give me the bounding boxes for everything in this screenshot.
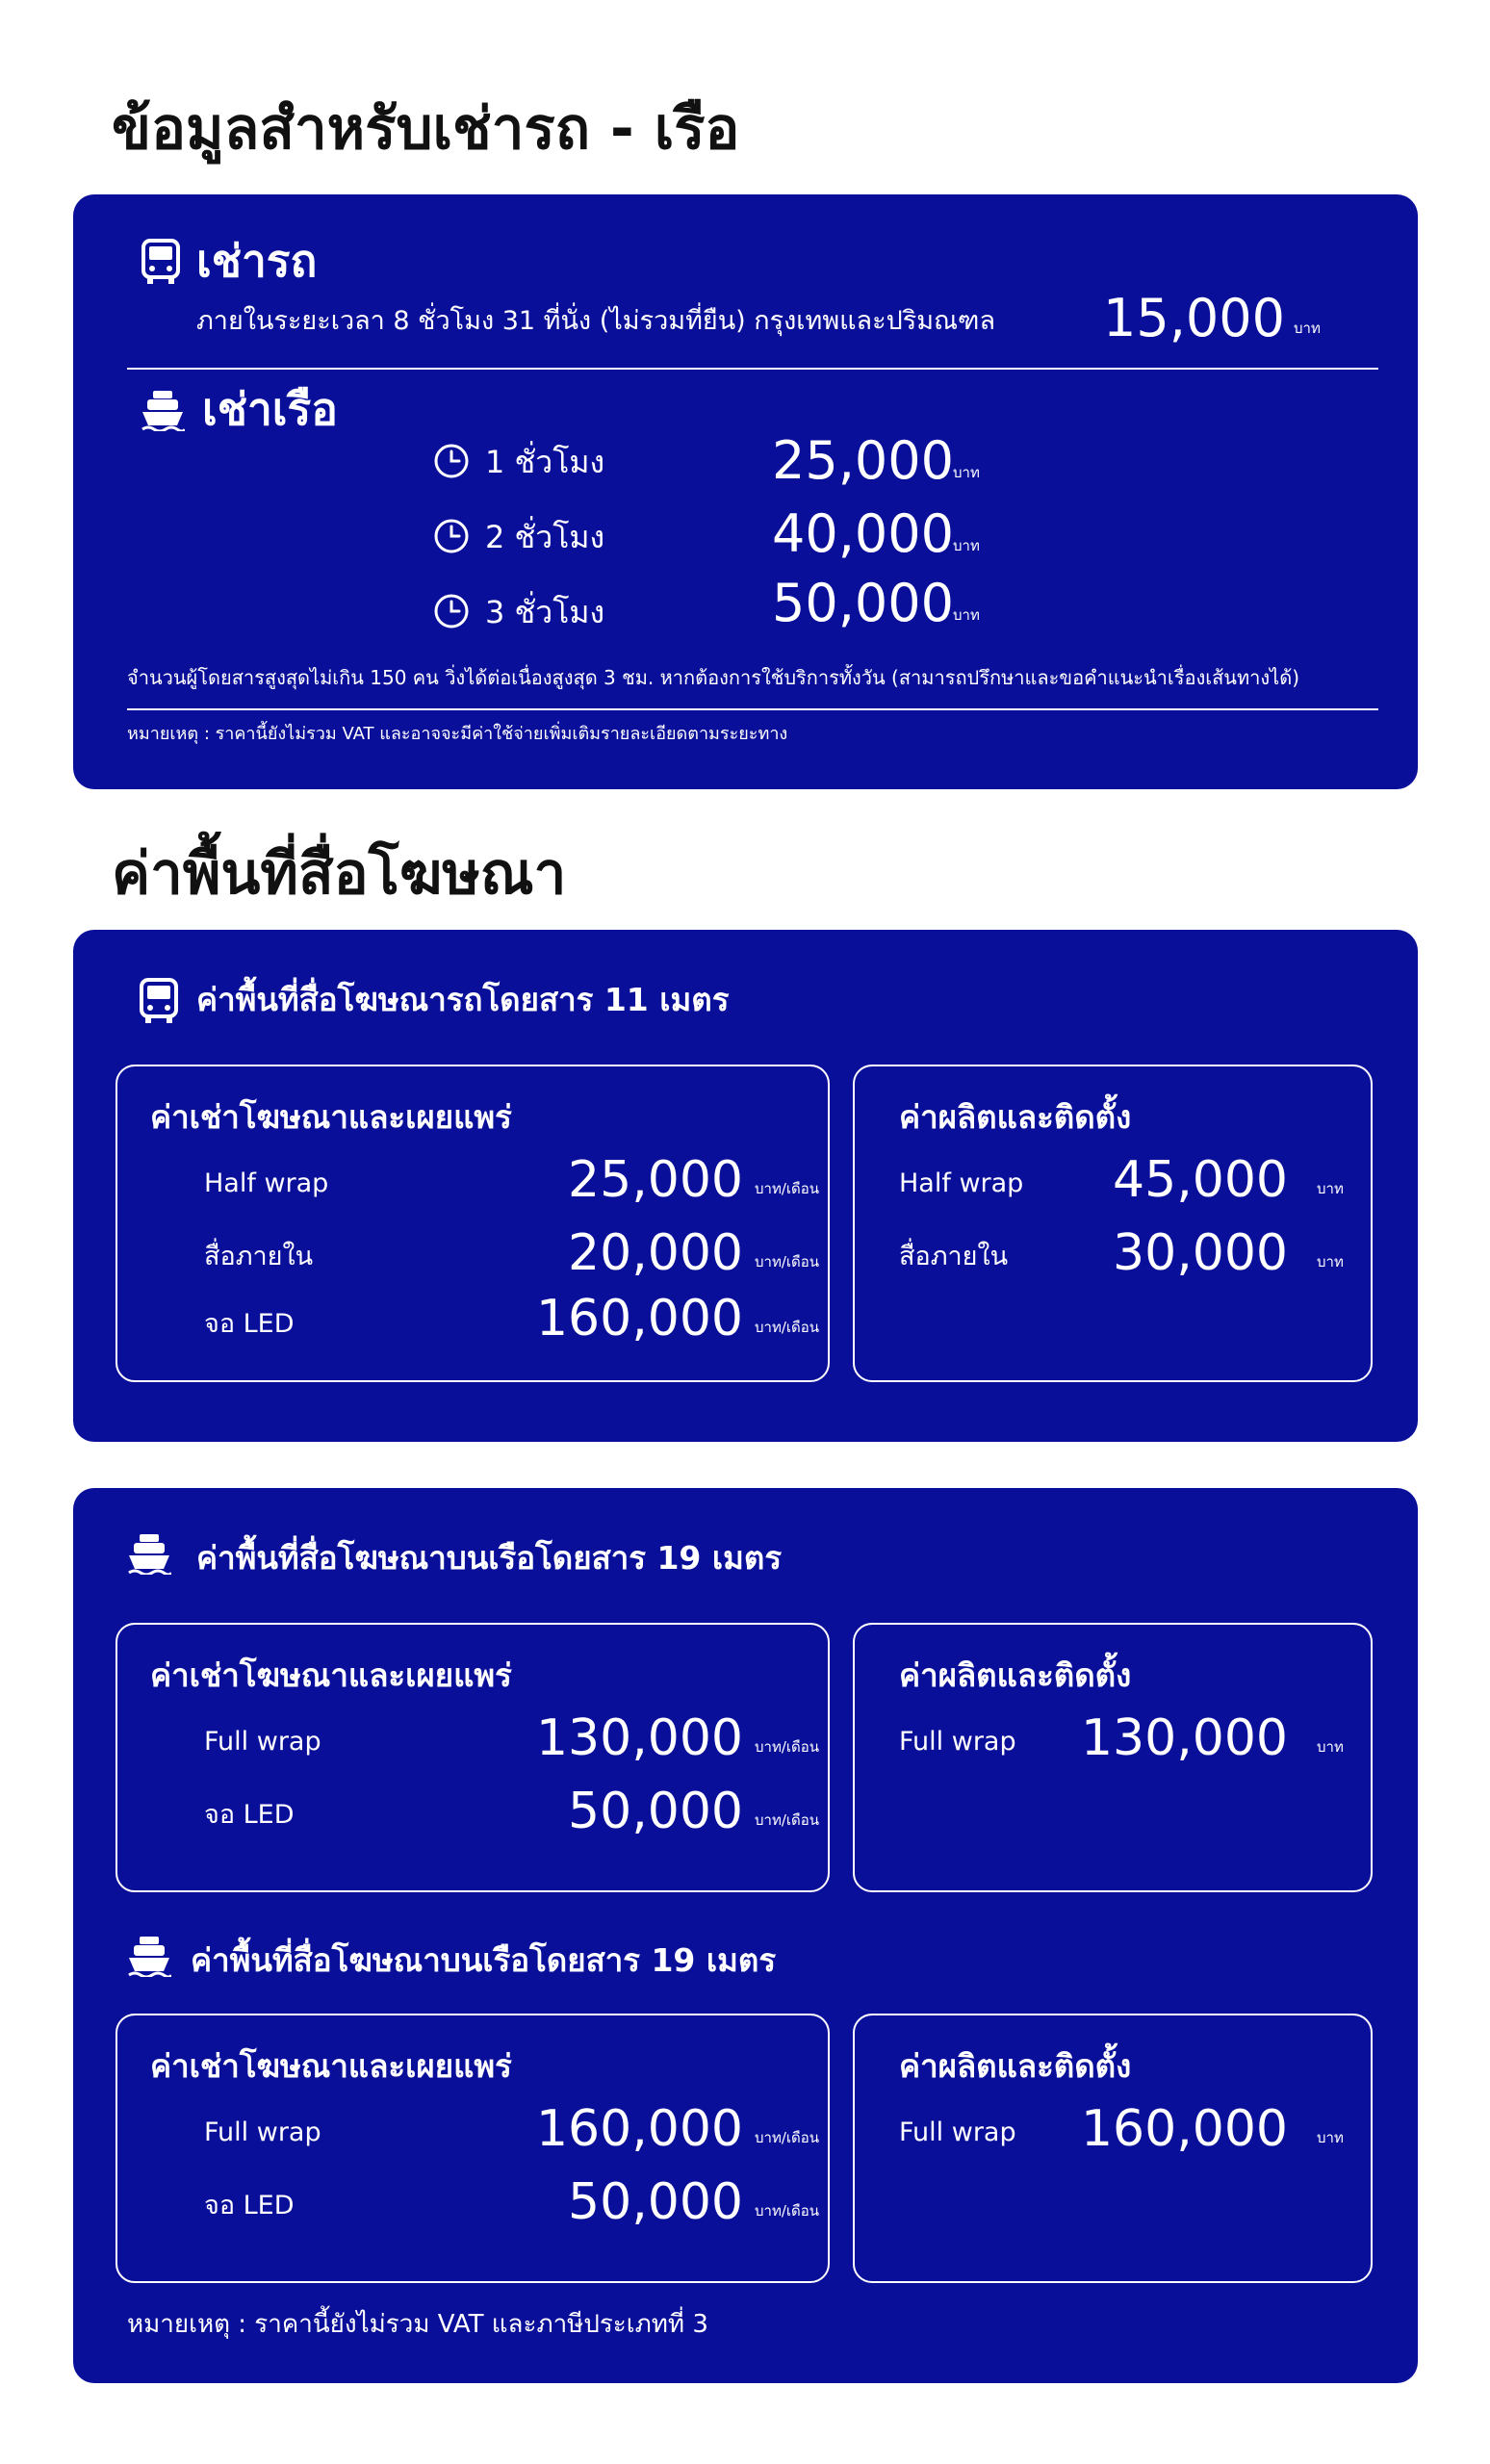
boat-option-unit: บาท: [953, 537, 980, 554]
boat1-production-card: [853, 1623, 1373, 1892]
boat-option-duration: 1 ชั่วโมง: [485, 444, 605, 480]
boat2-production-card: [853, 2014, 1373, 2283]
rent-card-title: ค่าเช่าโฆษณาและเผยแพร่: [150, 1656, 512, 1694]
rent-row-price: 160,000: [535, 1290, 743, 1348]
rent-row-label: จอ LED: [204, 2191, 295, 2220]
boat-icon: [141, 389, 185, 431]
rent-row-label: Full wrap: [204, 1727, 321, 1757]
car-rental-title: เช่ารถ: [196, 235, 318, 287]
boat-ads-panel: [73, 1488, 1418, 2383]
production-row-unit: บาท: [1317, 2129, 1344, 2146]
ads-heading: ค่าพื้นที่สื่อโฆษณา: [112, 840, 567, 908]
car-rental-description: ภายในระยะเวลา 8 ชั่วโมง 31 ที่นั่ง (ไม่รวมที่ยืน) กรุงเทพและปริมณฑล: [196, 306, 996, 336]
car-rental-unit: บาท: [1294, 320, 1321, 337]
bus-ads-title: ค่าพื้นที่สื่อโฆษณารถโดยสาร 11 เมตร: [196, 981, 730, 1018]
boat-option-price: 40,000: [772, 503, 954, 564]
rental-remark: หมายเหตุ : ราคานี้ยังไม่รวม VAT และอาจจะมีค่าใช้จ่ายเพิ่มเติมรายละเอียดตามระยะทาง: [127, 724, 788, 744]
boat-option-price: 50,000: [772, 573, 954, 633]
rent-row-unit: บาท/เดือน: [755, 1738, 820, 1756]
rent-row-unit: บาท/เดือน: [755, 1180, 820, 1197]
rent-row-label: สื่อภายใน: [204, 1242, 314, 1271]
rent-row-price: 160,000: [535, 2100, 743, 2158]
rent-card-title: ค่าเช่าโฆษณาและเผยแพร่: [150, 1098, 512, 1136]
rent-row-price: 25,000: [568, 1151, 743, 1209]
rent-row-unit: บาท/เดือน: [755, 2202, 820, 2220]
rent-row-label: จอ LED: [204, 1309, 295, 1339]
rental-divider: [127, 368, 1378, 370]
boat-icon: [127, 1532, 171, 1575]
rent-row-unit: บาท/เดือน: [755, 1319, 820, 1336]
rent-row-price: 50,000: [568, 2173, 743, 2231]
bus-icon: [141, 239, 181, 285]
bus-icon: [139, 978, 179, 1024]
rent-row-label: Half wrap: [204, 1168, 329, 1198]
boat-option-unit: บาท: [953, 606, 980, 624]
production-row-unit: บาท: [1317, 1738, 1344, 1756]
production-row-price: 160,000: [1080, 2100, 1288, 2158]
rent-row-price: 130,000: [535, 1709, 743, 1767]
production-card-title: ค่าผลิตและติดตั้ง: [899, 1656, 1132, 1694]
boat1-rent-card: [116, 1623, 830, 1892]
boat2-rent-card: [116, 2014, 830, 2283]
rent-row-label: จอ LED: [204, 1800, 295, 1830]
clock-icon: [433, 518, 470, 554]
rent-row-unit: บาท/เดือน: [755, 2129, 820, 2146]
production-row-price: 45,000: [1113, 1151, 1288, 1209]
car-rental-price: 15,000: [1103, 288, 1285, 348]
rent-row-price: 50,000: [568, 1783, 743, 1840]
boat2-ads-title: ค่าพื้นที่สื่อโฆษณาบนเรือโดยสาร 19 เมตร: [191, 1941, 777, 1979]
bus-production-card: [853, 1065, 1373, 1382]
ads-remark: หมายเหตุ : ราคานี้ยังไม่รวม VAT และภาษีประเภทที่ 3: [127, 2310, 708, 2339]
production-row-price: 30,000: [1113, 1224, 1288, 1282]
bus-rent-card: [116, 1065, 830, 1382]
clock-icon: [433, 443, 470, 479]
production-row-label: Full wrap: [899, 2118, 1016, 2147]
rent-row-unit: บาท/เดือน: [755, 1811, 820, 1829]
boat-option-unit: บาท: [953, 464, 980, 481]
production-card-title: ค่าผลิตและติดตั้ง: [899, 2047, 1132, 2085]
boat-rental-title: เช่าเรือ: [202, 383, 338, 435]
rent-card-title: ค่าเช่าโฆษณาและเผยแพร่: [150, 2047, 512, 2085]
production-row-label: Half wrap: [899, 1168, 1024, 1198]
boat-capacity-note: จำนวนผู้โดยสารสูงสุดไม่เกิน 150 คน วิ่งได้ต่อเนื่องสูงสุด 3 ชม. หากต้องการใช้บริการทั้งวัน (สามารถปรึกษาและขอคำแนะนำเรื่องเส้นทางได้): [127, 666, 1299, 689]
clock-icon: [433, 593, 470, 629]
rent-row-unit: บาท/เดือน: [755, 1253, 820, 1270]
boat-icon: [127, 1935, 171, 1977]
rental-panel: [73, 194, 1418, 789]
boat-option-duration: 3 ชั่วโมง: [485, 594, 605, 630]
production-row-label: สื่อภายใน: [899, 1242, 1009, 1271]
boat-option-price: 25,000: [772, 430, 954, 491]
bus-ads-panel: [73, 930, 1418, 1442]
rental-note-divider: [127, 708, 1378, 710]
boat-option-duration: 2 ชั่วโมง: [485, 519, 605, 555]
rental-heading: ข้อมูลสำหรับเช่ารถ - เรือ: [112, 95, 740, 163]
production-row-label: Full wrap: [899, 1727, 1016, 1757]
production-row-unit: บาท: [1317, 1253, 1344, 1270]
production-row-price: 130,000: [1080, 1709, 1288, 1767]
production-card-title: ค่าผลิตและติดตั้ง: [899, 1098, 1132, 1136]
rent-row-label: Full wrap: [204, 2118, 321, 2147]
boat1-ads-title: ค่าพื้นที่สื่อโฆษณาบนเรือโดยสาร 19 เมตร: [196, 1539, 783, 1577]
production-row-unit: บาท: [1317, 1180, 1344, 1197]
rent-row-price: 20,000: [568, 1224, 743, 1282]
